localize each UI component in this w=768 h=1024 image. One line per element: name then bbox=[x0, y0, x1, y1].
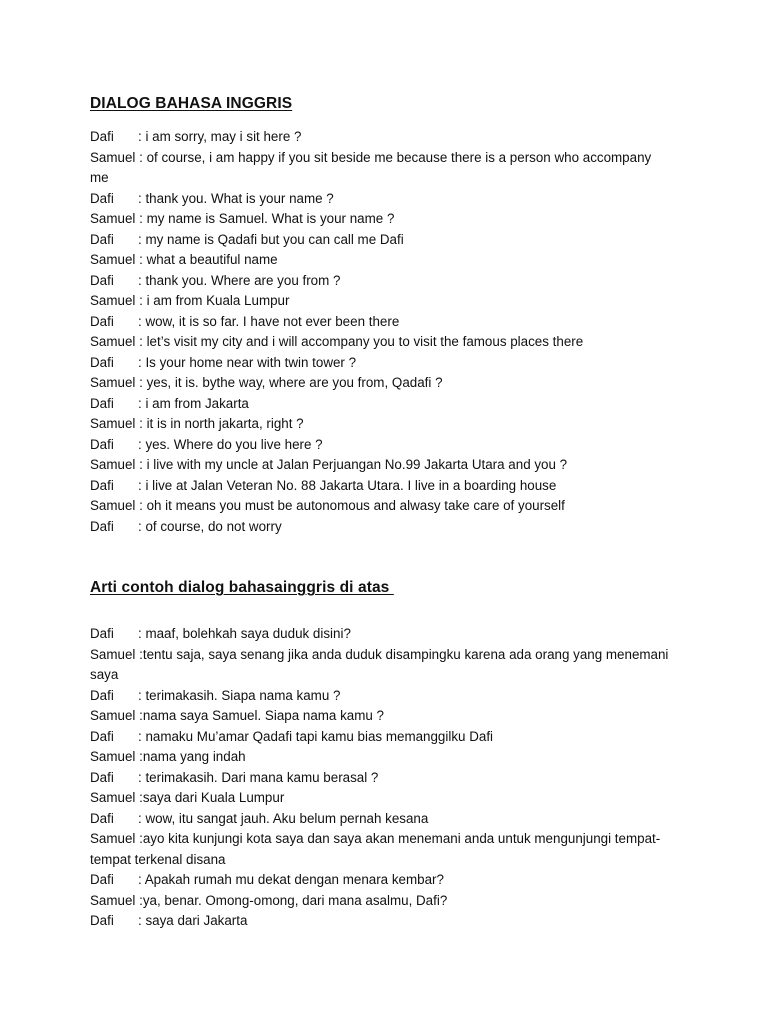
dialog-line bbox=[90, 517, 690, 538]
speaker-name: Dafi bbox=[90, 626, 114, 641]
utterance-text: :nama yang indah bbox=[135, 749, 246, 764]
utterance-continuation: tempat terkenal disana bbox=[90, 851, 226, 867]
speaker-name: Dafi bbox=[90, 436, 114, 452]
utterance-text: : i am from Kuala Lumpur bbox=[135, 293, 290, 308]
dialog-line bbox=[90, 476, 690, 497]
dialog-line bbox=[90, 148, 690, 189]
dialog-line bbox=[90, 250, 690, 271]
utterance-text: : maaf, bolehkah saya duduk disini? bbox=[138, 626, 351, 641]
dialog-line bbox=[90, 870, 690, 891]
speaker-name: Samuel bbox=[90, 457, 136, 472]
dialog-line bbox=[90, 645, 690, 686]
utterance-continuation: me bbox=[90, 170, 109, 185]
dialog-line bbox=[90, 312, 690, 333]
dialog-line bbox=[90, 496, 690, 517]
speaker-name: Samuel bbox=[90, 375, 136, 390]
speaker-name: Dafi bbox=[90, 190, 114, 206]
dialog-line bbox=[90, 189, 690, 210]
dialog-line bbox=[90, 209, 690, 230]
utterance-text: : oh it means you must be autonomous and alwasy take care of yourself bbox=[135, 498, 565, 513]
dialog-line bbox=[90, 727, 690, 748]
utterance-text: : thank you. What is your name ? bbox=[138, 190, 334, 206]
speaker-name: Dafi bbox=[90, 687, 114, 703]
dialog-list-translation bbox=[90, 624, 690, 932]
dialog-line bbox=[90, 829, 690, 870]
speaker-name: Dafi bbox=[90, 477, 114, 493]
speaker-name: Dafi bbox=[90, 872, 114, 887]
dialog-line bbox=[90, 373, 690, 394]
utterance-text: :ayo kita kunjungi kota saya dan saya akan menemani anda untuk mengunjungi tempat- bbox=[135, 831, 661, 846]
dialog-line bbox=[90, 788, 690, 809]
speaker-name: Samuel bbox=[90, 149, 136, 165]
utterance-text: : wow, itu sangat jauh. Aku belum pernah kesana bbox=[138, 810, 429, 826]
dialog-line bbox=[90, 809, 690, 830]
dialog-list-english bbox=[90, 127, 690, 537]
dialog-line bbox=[90, 706, 690, 727]
utterance-text: : my name is Samuel. What is your name ? bbox=[135, 211, 395, 226]
utterance-text: : Apakah rumah mu dekat dengan menara kembar? bbox=[138, 872, 444, 887]
speaker-name: Samuel bbox=[90, 646, 136, 662]
speaker-name: Samuel bbox=[90, 334, 136, 349]
utterance-text: : Is your home near with twin tower ? bbox=[138, 354, 357, 370]
utterance-continuation: saya bbox=[90, 667, 119, 682]
dialog-line bbox=[90, 332, 690, 353]
dialog-line bbox=[90, 768, 690, 789]
utterance-text: : i live at Jalan Veteran No. 88 Jakarta Utara. I live in a boarding house bbox=[138, 477, 557, 493]
speaker-name: Samuel bbox=[90, 498, 136, 513]
utterance-text: : let’s visit my city and i will accompany you to visit the famous places there bbox=[135, 334, 584, 349]
speaker-name: Samuel bbox=[90, 293, 136, 308]
utterance-text: :nama saya Samuel. Siapa nama kamu ? bbox=[135, 708, 385, 723]
dialog-line bbox=[90, 891, 690, 912]
utterance-text: :saya dari Kuala Lumpur bbox=[135, 790, 285, 805]
speaker-name: Dafi bbox=[90, 395, 114, 411]
utterance-text: : my name is Qadafi but you can call me Dafi bbox=[138, 231, 404, 247]
utterance-text: : yes, it is. bythe way, where are you from, Qadafi ? bbox=[135, 375, 443, 390]
utterance-text: : it is in north jakarta, right ? bbox=[135, 416, 304, 431]
utterance-text: : of course, i am happy if you sit beside me because there is a person who accompany bbox=[135, 149, 652, 165]
utterance-text: : thank you. Where are you from ? bbox=[138, 272, 341, 288]
utterance-text: : i am from Jakarta bbox=[138, 395, 249, 411]
speaker-name: Samuel bbox=[90, 892, 136, 908]
speaker-name: Dafi bbox=[90, 913, 114, 928]
utterance-text: : of course, do not worry bbox=[138, 518, 282, 534]
dialog-line bbox=[90, 747, 690, 768]
dialog-line bbox=[90, 271, 690, 292]
dialog-line bbox=[90, 455, 690, 476]
dialog-line bbox=[90, 435, 690, 456]
utterance-text: :tentu saja, saya senang jika anda duduk disampingku karena ada orang yang menemani bbox=[135, 646, 669, 662]
dialog-line bbox=[90, 624, 690, 645]
utterance-text: : yes. Where do you live here ? bbox=[138, 436, 323, 452]
dialog-line bbox=[90, 414, 690, 435]
dialog-line bbox=[90, 127, 690, 148]
dialog-line bbox=[90, 911, 690, 932]
dialog-line bbox=[90, 291, 690, 312]
speaker-name: Dafi bbox=[90, 313, 114, 329]
speaker-name: Dafi bbox=[90, 728, 114, 744]
speaker-name: Dafi bbox=[90, 354, 114, 370]
speaker-name: Samuel bbox=[90, 211, 136, 226]
dialog-line bbox=[90, 686, 690, 707]
utterance-text: : terimakasih. Dari mana kamu berasal ? bbox=[138, 769, 379, 785]
utterance-text: :ya, benar. Omong-omong, dari mana asalmu, Dafi? bbox=[135, 892, 448, 908]
section-title-translation: Arti contoh dialog bahasainggris di atas bbox=[90, 579, 394, 596]
speaker-name: Dafi bbox=[90, 810, 114, 826]
speaker-name: Dafi bbox=[90, 272, 114, 288]
speaker-name: Samuel bbox=[90, 790, 136, 805]
speaker-name: Dafi bbox=[90, 769, 114, 785]
utterance-text: : i am sorry, may i sit here ? bbox=[138, 129, 302, 144]
speaker-name: Samuel bbox=[90, 708, 136, 723]
utterance-text: : namaku Mu’amar Qadafi tapi kamu bias memanggilku Dafi bbox=[138, 728, 494, 744]
speaker-name: Samuel bbox=[90, 416, 136, 431]
utterance-text: : saya dari Jakarta bbox=[138, 913, 248, 928]
speaker-name: Dafi bbox=[90, 129, 114, 144]
utterance-text: : terimakasih. Siapa nama kamu ? bbox=[138, 687, 341, 703]
speaker-name: Samuel bbox=[90, 831, 136, 846]
utterance-text: : i live with my uncle at Jalan Perjuangan No.99 Jakarta Utara and you ? bbox=[135, 457, 568, 472]
utterance-text: : what a beautiful name bbox=[135, 252, 278, 267]
speaker-name: Dafi bbox=[90, 518, 114, 534]
dialog-line bbox=[90, 230, 690, 251]
speaker-name: Samuel bbox=[90, 749, 136, 764]
dialog-line bbox=[90, 353, 690, 374]
section-title-dialog: DIALOG BAHASA INGGRIS bbox=[90, 95, 293, 112]
speaker-name: Dafi bbox=[90, 231, 114, 247]
speaker-name: Samuel bbox=[90, 252, 136, 267]
dialog-line bbox=[90, 394, 690, 415]
utterance-text: : wow, it is so far. I have not ever been there bbox=[138, 313, 400, 329]
